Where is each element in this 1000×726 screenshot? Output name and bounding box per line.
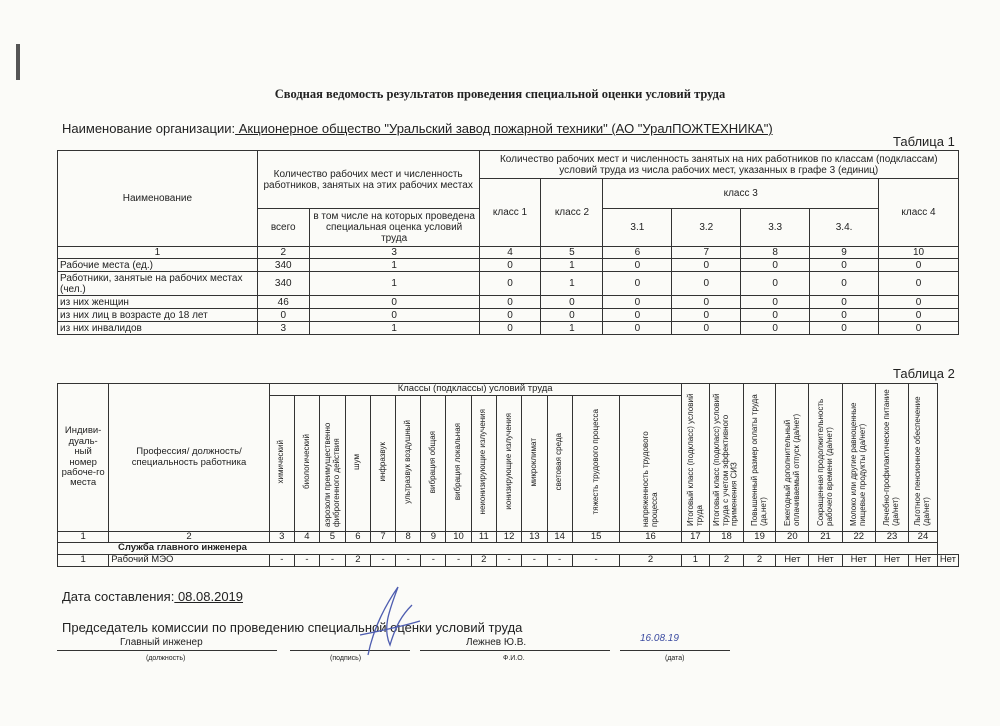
t1-num: 1 xyxy=(58,247,258,259)
cell: 1 xyxy=(681,554,710,566)
handwritten-signature xyxy=(320,575,440,665)
t2-num: 11 xyxy=(471,532,496,543)
table-row xyxy=(58,554,959,566)
t1-num: 5 xyxy=(541,247,603,259)
t2-head-extra: Ежегодный дополнительный оплачиваемый отпуск (да/нет) xyxy=(776,384,809,532)
t2-head-factor: вибрация локальная xyxy=(446,396,471,532)
t2-head-extra: Молоко или другие равноценные пищевые продукты (да/нет) xyxy=(842,384,875,532)
t2-num: 21 xyxy=(809,532,842,543)
t1-head-3-4: 3.4. xyxy=(810,209,879,247)
cell: - xyxy=(547,554,572,566)
t1-head-total: всего xyxy=(257,209,309,247)
t2-head-factor: напряженность трудового процесса xyxy=(620,396,681,532)
t2-num: 4 xyxy=(294,532,319,543)
cell: 3 xyxy=(257,322,309,335)
cell: 2 xyxy=(743,554,775,566)
handwritten-date: 16.08.19 xyxy=(640,633,679,644)
cell: 0 xyxy=(541,296,603,309)
chair-label: Председатель комиссии по проведению специальной оценки условий труда xyxy=(62,620,523,635)
cell: 0 xyxy=(603,322,672,335)
t2-head-factor: шум xyxy=(345,396,370,532)
cell: - xyxy=(269,554,294,566)
cell: - xyxy=(294,554,319,566)
cell: 1 xyxy=(309,272,479,296)
t1-head-class4: класс 4 xyxy=(879,179,959,247)
cell: 0 xyxy=(879,296,959,309)
t2-head-extra: Льготное пенсионное обеспечение (да/нет) xyxy=(909,384,938,532)
cell: 0 xyxy=(541,309,603,322)
cell: - xyxy=(396,554,421,566)
t2-num: 23 xyxy=(875,532,908,543)
row-name: из них женщин xyxy=(58,296,258,309)
t1-num: 7 xyxy=(672,247,741,259)
position-line xyxy=(57,650,277,651)
date-value: 08.08.2019 xyxy=(174,589,244,604)
t1-num: 8 xyxy=(741,247,810,259)
profession: Рабочий МЭО xyxy=(109,554,269,566)
t2-head-extra: Итоговый класс (подкласс) условий труда с учетом эффективного применения СИЗ xyxy=(710,384,744,532)
cell: 0 xyxy=(257,309,309,322)
cell: 0 xyxy=(479,322,541,335)
cell: 0 xyxy=(479,296,541,309)
cell: 0 xyxy=(672,296,741,309)
cell: Нет xyxy=(937,554,958,566)
cell: 0 xyxy=(741,322,810,335)
t1-num: 4 xyxy=(479,247,541,259)
cell: 0 xyxy=(810,272,879,296)
cell: 0 xyxy=(741,259,810,272)
cell: Нет xyxy=(776,554,809,566)
cell: - xyxy=(496,554,521,566)
date-line xyxy=(62,589,243,604)
row-name: из них инвалидов xyxy=(58,322,258,335)
page-title: Сводная ведомость результатов проведения специальной оценки условий труда xyxy=(274,87,726,101)
summary-table xyxy=(57,150,959,335)
t2-num: 5 xyxy=(320,532,346,543)
t1-head-3-3: 3.3 xyxy=(741,209,810,247)
cell: Нет xyxy=(875,554,908,566)
table1-label: Таблица 1 xyxy=(893,134,955,149)
t2-num: 3 xyxy=(269,532,294,543)
cell: 0 xyxy=(672,309,741,322)
t1-num: 9 xyxy=(810,247,879,259)
t1-head-class2: класс 2 xyxy=(541,179,603,247)
cell: 0 xyxy=(672,259,741,272)
t1-num: 2 xyxy=(257,247,309,259)
t2-head-factor: ультразвук воздушный xyxy=(396,396,421,532)
organization-line xyxy=(62,121,773,136)
t2-num: 8 xyxy=(396,532,421,543)
t2-num: 16 xyxy=(620,532,681,543)
cell: 0 xyxy=(672,272,741,296)
cell: 0 xyxy=(603,296,672,309)
t2-head-num: Индиви-дуаль-ный номер рабоче-го места xyxy=(58,384,109,532)
t2-num: 12 xyxy=(496,532,521,543)
cell: 0 xyxy=(479,259,541,272)
cell: 1 xyxy=(541,322,603,335)
table-row xyxy=(58,309,959,322)
t2-num: 24 xyxy=(909,532,938,543)
cell: 0 xyxy=(672,322,741,335)
cell: 0 xyxy=(810,309,879,322)
workplace-table xyxy=(57,383,959,567)
t1-head-incl: в том числе на которых проведена специальная оценка условий труда xyxy=(309,209,479,247)
cell: 0 xyxy=(603,309,672,322)
cell: 2 xyxy=(471,554,496,566)
section-row xyxy=(58,543,959,554)
t1-head-classes: Количество рабочих мест и численность занятых на них работников по классам (подклассам) условий труда из числа рабочих мест, указанных в графе 3 (единиц) xyxy=(479,151,958,179)
cell: Нет xyxy=(909,554,938,566)
cell: 340 xyxy=(257,259,309,272)
cell: Нет xyxy=(842,554,875,566)
t2-num: 10 xyxy=(446,532,471,543)
caption-position: (должность) xyxy=(146,655,186,662)
cell: - xyxy=(370,554,395,566)
cell: 0 xyxy=(479,272,541,296)
cell: 0 xyxy=(879,272,959,296)
table2-label: Таблица 2 xyxy=(893,366,955,381)
t2-num: 2 xyxy=(109,532,269,543)
row-name: Рабочие места (ед.) xyxy=(58,259,258,272)
t2-num: 20 xyxy=(776,532,809,543)
t2-num: 19 xyxy=(743,532,775,543)
t1-head-3-1: 3.1 xyxy=(603,209,672,247)
workplace-number: 1 xyxy=(58,554,109,566)
t2-head-factor: ионизирующие излучения xyxy=(496,396,521,532)
fio-line xyxy=(420,650,610,651)
t2-num: 18 xyxy=(710,532,744,543)
cell: - xyxy=(320,554,346,566)
t2-num: 13 xyxy=(522,532,547,543)
t2-head-factor: вибрация общая xyxy=(421,396,446,532)
cell: 46 xyxy=(257,296,309,309)
cell: 0 xyxy=(879,309,959,322)
t2-head-extra: Итоговый класс (подкласс) условий труда xyxy=(681,384,710,532)
table-row xyxy=(58,296,959,309)
t2-head-factor: химический xyxy=(269,396,294,532)
t2-head-prof: Профессия/ должность/ специальность работника xyxy=(109,384,269,532)
cell: 0 xyxy=(741,272,810,296)
cell: 0 xyxy=(603,272,672,296)
cell: - xyxy=(572,554,620,566)
t1-num: 10 xyxy=(879,247,959,259)
cell: - xyxy=(522,554,547,566)
cell: 2 xyxy=(345,554,370,566)
cell: 0 xyxy=(879,259,959,272)
cell: 2 xyxy=(620,554,681,566)
t2-num: 6 xyxy=(345,532,370,543)
t1-head-qty: Количество рабочих мест и численность работников, занятых на этих рабочих местах xyxy=(257,151,479,209)
cell: Нет xyxy=(809,554,842,566)
t2-head-factor: аэрозоли преимущественно фиброгенного действия xyxy=(320,396,346,532)
t2-head-factor: тяжесть трудового процесса xyxy=(572,396,620,532)
cell: 1 xyxy=(541,272,603,296)
cell: 0 xyxy=(741,296,810,309)
t2-head-factor: биологический xyxy=(294,396,319,532)
row-name: из них лиц в возрасте до 18 лет xyxy=(58,309,258,322)
t1-head-3-2: 3.2 xyxy=(672,209,741,247)
t1-num: 6 xyxy=(603,247,672,259)
caption-fio: Ф.И.О. xyxy=(503,655,525,662)
t2-head-extra: Сокращенная продолжительность рабочего времени (да/нет) xyxy=(809,384,842,532)
cell: 0 xyxy=(603,259,672,272)
t1-head-class1: класс 1 xyxy=(479,179,541,247)
t1-head-name: Наименование xyxy=(58,151,258,247)
cell: 0 xyxy=(309,309,479,322)
t2-head-factor: микроклимат xyxy=(522,396,547,532)
row-name: Работники, занятые на рабочих местах (чел.) xyxy=(58,272,258,296)
cell: 0 xyxy=(741,309,810,322)
fio-value: Лежнев Ю.В. xyxy=(466,637,527,648)
t2-num: 1 xyxy=(58,532,109,543)
t2-num: 14 xyxy=(547,532,572,543)
date-label: Дата составления: xyxy=(62,589,175,604)
table-row xyxy=(58,259,959,272)
t2-num: 17 xyxy=(681,532,710,543)
t2-head-factor: инфразвук xyxy=(370,396,395,532)
org-name: Акционерное общество "Уральский завод пожарной техники" (АО "УралПОЖТЕХНИКА") xyxy=(235,121,773,136)
table-row xyxy=(58,322,959,335)
t2-num: 9 xyxy=(421,532,446,543)
t1-head-class3: класс 3 xyxy=(603,179,879,209)
cell: 0 xyxy=(479,309,541,322)
cell: 0 xyxy=(810,259,879,272)
caption-date: (дата) xyxy=(665,655,685,662)
t2-num: 15 xyxy=(572,532,620,543)
t1-num: 3 xyxy=(309,247,479,259)
t2-head-extra: Повышенный размер оплаты труда (да,нет) xyxy=(743,384,775,532)
cell: 1 xyxy=(309,259,479,272)
cell: 0 xyxy=(810,296,879,309)
t2-number-row xyxy=(58,532,959,543)
cell: - xyxy=(446,554,471,566)
t2-head-factor: световая среда xyxy=(547,396,572,532)
t1-number-row xyxy=(58,247,959,259)
date-sign-line xyxy=(620,650,730,651)
cell: 340 xyxy=(257,272,309,296)
section-title: Служба главного инженера xyxy=(58,543,938,554)
cell: - xyxy=(421,554,446,566)
org-label: Наименование организации: xyxy=(62,121,236,136)
caption-signature: (подпись) xyxy=(330,655,362,662)
cell: 1 xyxy=(309,322,479,335)
t2-head-extra: Лечебно-профилактическое питание (да/нет) xyxy=(875,384,908,532)
cell: 0 xyxy=(810,322,879,335)
cell: 0 xyxy=(309,296,479,309)
cell: 0 xyxy=(879,322,959,335)
binder-mark xyxy=(16,44,20,80)
position-value: Главный инженер xyxy=(120,637,203,648)
cell: 2 xyxy=(710,554,744,566)
t2-num: 22 xyxy=(842,532,875,543)
table-row xyxy=(58,272,959,296)
cell: 1 xyxy=(541,259,603,272)
t2-head-factor: неионизирующие излучения xyxy=(471,396,496,532)
t2-head-classes: Классы (подклассы) условий труда xyxy=(269,384,681,396)
t2-num: 7 xyxy=(370,532,395,543)
